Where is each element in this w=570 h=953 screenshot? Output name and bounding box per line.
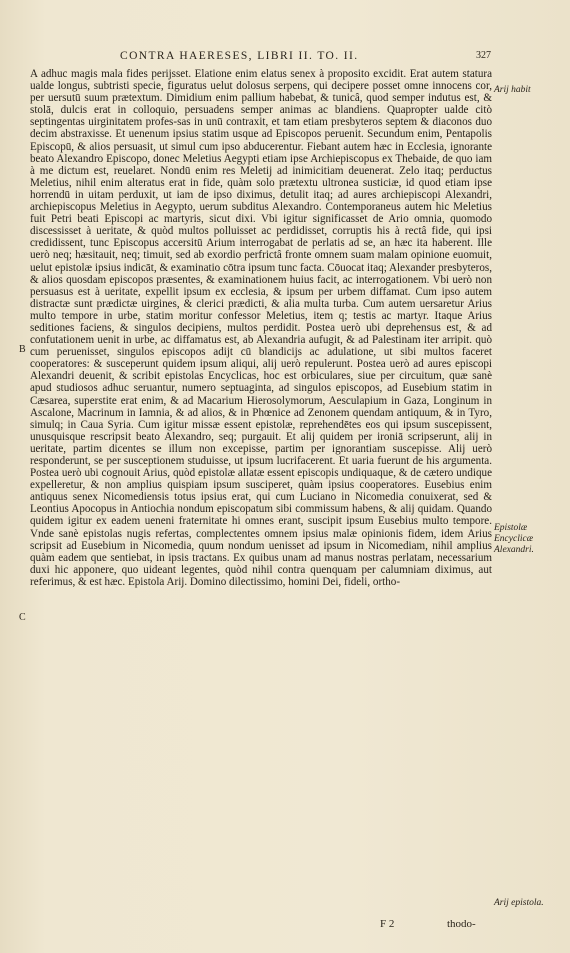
body-text-column (30, 68, 492, 588)
page-number: 327 (476, 50, 491, 61)
running-title: CONTRA HAERESES, LIBRI II. TO. II. (120, 50, 359, 62)
signature-mark: F 2 (380, 918, 395, 930)
catchword: thodo- (447, 918, 476, 930)
margin-note-arius-letter: Arij epistola. (494, 898, 544, 908)
body-paragraph: A adhuc magis mala fides perijsset. Elatione enim elatus senex à proposito excidit. Erat autem statura ualde longus, subtristi specie, figuratus uelut dolosus serpens, qui decipere posset omne innocens cor, per uersutū suum prætextum. Dimidium enim pallium habebat, & tunicâ, quod semper indutus est, & stolā, dulcis erat in colloquio, persuadens semper animas ac blandiens. Quapropter ualde citò septingentas uirginitatem profes-sas in unū contraxit, et tam etiam presbyteros septem & diaconos duo decim abstraxisse. Et uenenum ipsius statim usque ad Episcopos peruenit. Secundum enim, Pentapolis Episcopū, & alios persuasit, ut simul cum ipso abducerentur. Fiebant autem hæc in Ecclesia, ignorante beato Alexandro Episcopo, donec Meletius Aegypti etiam ipse Archiepiscopus ex Thebaide, de quo iam à me dictum est, reuelaret. Nondū enim res Meletij ad inimicitiam deuenerat. Zelo itaq; perductus Meletius, nihil enim alteratus erat in fide, quàm solo prætextu ultronea susticiæ, id quod etiam ipse horrendū in uitam perduxit, ut iam de ipso diximus, detulit itaq; ad aures archiepiscopi Alexandri, archiepiscopus Meletius in Aegypto, uerum subditus Alexandro. Contemporaneus autem hic Meletius fuit Petri beati Episcopi ac martyris, sicut dixi. Vbi igitur significasset de Ario omnia, quomodo discessisset à ueritate, & quòd multos polluisset ac perdidisset, corruptis his à rectâ fide, qui ipsi credidissent, tunc Episcopus accersitū Arium interrogabat de perlatis ad se, an hæc ita haberent. Ille uerò neq; hæsitauit, neq; timuit, sed ab exordio perfrictâ fronte omnem suam malam opinione euomuit, uelut epistolæ ipsius indicāt, & examinatio cōtra ipsum tunc facta. Cōuocat itaq; Alexander presbyteros, & alios quosdam episcopos præsentes, & examinationem huius facit, ac interrogationem. Vbi uerò non persuasus est à ueritate, expellit ipsum ex ecclesia, & ipsum per urbem diffamat. Cum ipso autem distractæ sunt prædictæ uirgines, & clerici prædicti, & alia multa turba. Cum autem uersaretur Arius multo tempore in urbe, statim moritur confessor Meletius, item q; testis ac martyr. Itaque Arius seditiones faciens, & singulos decipiens, multos perdidit. Postea uerò ubi deprehensus est, & ad confutationem uenit in urbe, ac diffamatus est, ab Alexandria aufugit, & ad Palestinam iter arripit. quò cum peruenisset, singulos episcopos adijt cū blandicijs ac adulatione, ut sibi multos faceret cooperatores: & susceperunt quidem ipsum aliqui, alij uerò repulerunt. Postea uerò ad aures episcopi Alexandri deuenit, & scribit epistolas Encyclicas, hoc est orbiculares, siue per circuitum, quæ sanè apud studiosos adhuc seruantur, numero septuaginta, ad singulos episcopos, ad Eusebium statim in Cæsarea, superstite erat enim, & ad Macarium Hierosolymorum, Aesculapium in Gaza, Longinum in Ascalone, Macrinum in Iamnia, & ad alios, & in Phœnice ad Zenonem quendam antiquum, & in Tyro, simulq; in Caua Syria. Cum igitur missæ essent epistolæ, reprehendētes eos qui ipsum suscepissent, unusquisque rescripsit beato Alexandro, seq; purgauit. Et alij quidem per ironiā scripserunt, alij in ueritate, partim dicentes se illum non excepisse, partim per ignorantiam suscepisse. Alij uerò responderunt, se per susceptionem studuisse, ut ipsum lucrifacerent. Et uaria fuerunt de his argumenta. Postea uerò ubi cognouit Arius, quòd epistolæ allatæ essent episcopis undiquaque, & de cætero undique expelleretur, & non amplius quispiam ipsum susciperet, quàm ipsius cooperatores. Eusebius enim antiquus senex Nicomediensis totus ipsius erat, qui cum Luciano in Nicomedia conuixerat, sed & Leontius Apocopus in Antiochia nondum episcopatum sibi commissum habens, & alij quidam. Quando quidem igitur ex eadem ueneni fraternitate hi omnes erant, suscipit ipsum Eusebius multo tempore. Vnde sanè epistolas nugis refertas, complectentes omnem ipsius malæ opinionis fidem, idem Arius scripsit ad Eusebium in Nicomedia, quum nondum uenisset ad ipsum in Nicomediam, nihil amplius quàm eadem que sentiebat, in ipsis tractans. Ex quibus unam ad manus nostras perlatam, necessarium duxi hic apponere, quo uideant legentes, quòd nihil contra quenquam per calumniam diximus, aut referimus, & est hæc. Epistola Arij. Domino dilectissimo, homini Dei, fideli, ortho- (30, 68, 492, 588)
margin-note-encyclical-letters: Epistolæ Encyclicæ Alexandri. (494, 523, 534, 555)
margin-note-arius-habit: Arij habit (494, 85, 531, 95)
section-marker-b: B (19, 344, 26, 355)
section-marker-c: C (19, 612, 26, 623)
